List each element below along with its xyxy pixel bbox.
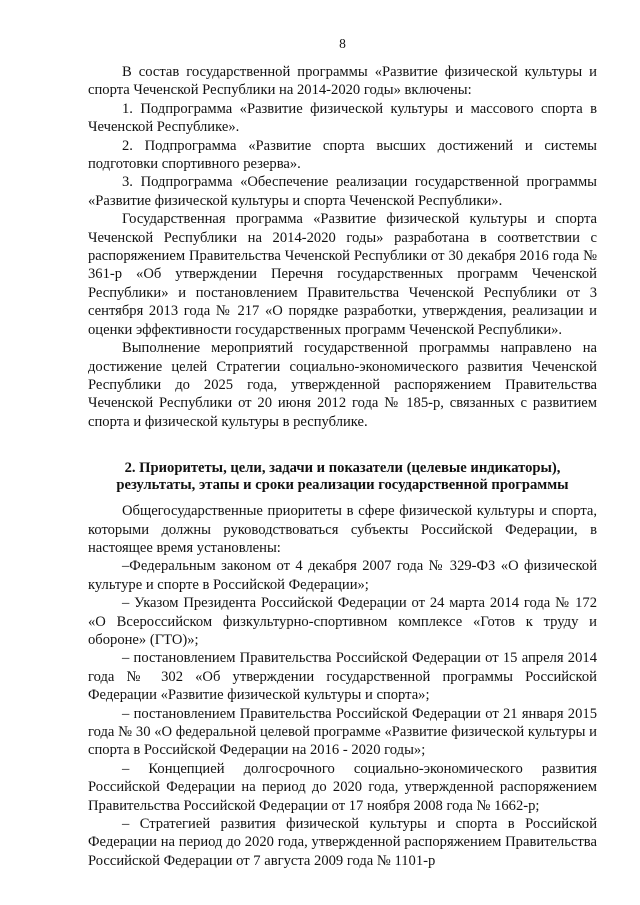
document-page — [88, 0, 597, 905]
page-body — [88, 63, 597, 870]
priorities-paragraph: Общегосударственные приоритеты в сфере физической культуры и спорта, которыми должны руководствоваться субъекты Российской Федерации, в настоящее время установлены: — [88, 503, 597, 556]
list-item: –Федеральным законом от 4 декабря 2007 года № 329-ФЗ «О физической культуре и спорте в Российской Федерации»; — [88, 558, 597, 593]
subprogram-item-1: 1. Подпрограмма «Развитие физической культуры и массового спорта в Чеченской Республике». — [88, 100, 597, 136]
subprogram-item-2: 2. Подпрограмма «Развитие спорта высших достижений и системы подготовки спортивного резерва». — [88, 137, 597, 173]
list-item: – Стратегией развития физической культуры и спорта в Российской Федерации на период до 2020 года, утвержденной распоряжением Правительства Российской Федерации от 7 августа 2009 года № 1101-р — [88, 816, 597, 869]
intro-paragraph: В состав государственной программы «Развитие физической культуры и спорта Чеченской Республики на 2014-2020 годы» включены: — [88, 64, 597, 99]
basis-paragraph: Государственная программа «Развитие физической культуры и спорта Чеченской Республики на 2014-2020 годы» разработана в соответствии с распоряжением Правительства Чеченской Республики от 30 декабря 2016 года № 361-р «Об утверждении Перечня государственных программ Чеченской Республики» и постановлением Правительства Чеченской Республики от 3 сентября 2013 года № 217 «О порядке разработки, утверждения, реализации и оценки эффективности государственных программ Чеченской Республики». — [88, 211, 597, 338]
list-item: – Указом Президента Российской Федерации от 24 марта 2014 года № 172 «О Всероссийском физкультурно-спортивном комплексе «Готов к труду и обороне» (ГТО)»; — [88, 595, 597, 648]
list-item: – постановлением Правительства Российской Федерации от 21 января 2015 года № 30 «О федеральной целевой программе «Развитие физической культуры и спорта в Российской Федерации на 2016 - 2020 годы»; — [88, 705, 597, 759]
subprogram-item-3: 3. Подпрограмма «Обеспечение реализации государственной программы «Развитие физической культуры и спорта Чеченской Республики». — [88, 174, 597, 209]
page-number: 8 — [339, 36, 346, 51]
list-item: – постановлением Правительства Российской Федерации от 15 апреля 2014 года № 302 «Об утверждении государственной программы Российской Федерации «Развитие физической культуры и спорта»; — [88, 650, 597, 704]
section-heading: 2. Приоритеты, цели, задачи и показатели (целевые индикаторы), результаты, этапы и сроки реализации государственной программы — [116, 460, 569, 494]
list-item: – Концепцией долгосрочного социально-экономического развития Российской Федерации на период до 2020 года, утвержденной распоряжением Правительства Российской Федерации от 17 ноября 2008 года № 1662-р; — [88, 760, 597, 814]
strategy-paragraph: Выполнение мероприятий государственной программы направлено на достижение целей Стратегии социально-экономического развития Чеченской Республики до 2025 года, утвержденной распоряжением Правительства Чеченской Республики от 20 июня 2012 года № 185-р, связанных с развитием спорта и физической культуры в республике. — [88, 340, 597, 430]
